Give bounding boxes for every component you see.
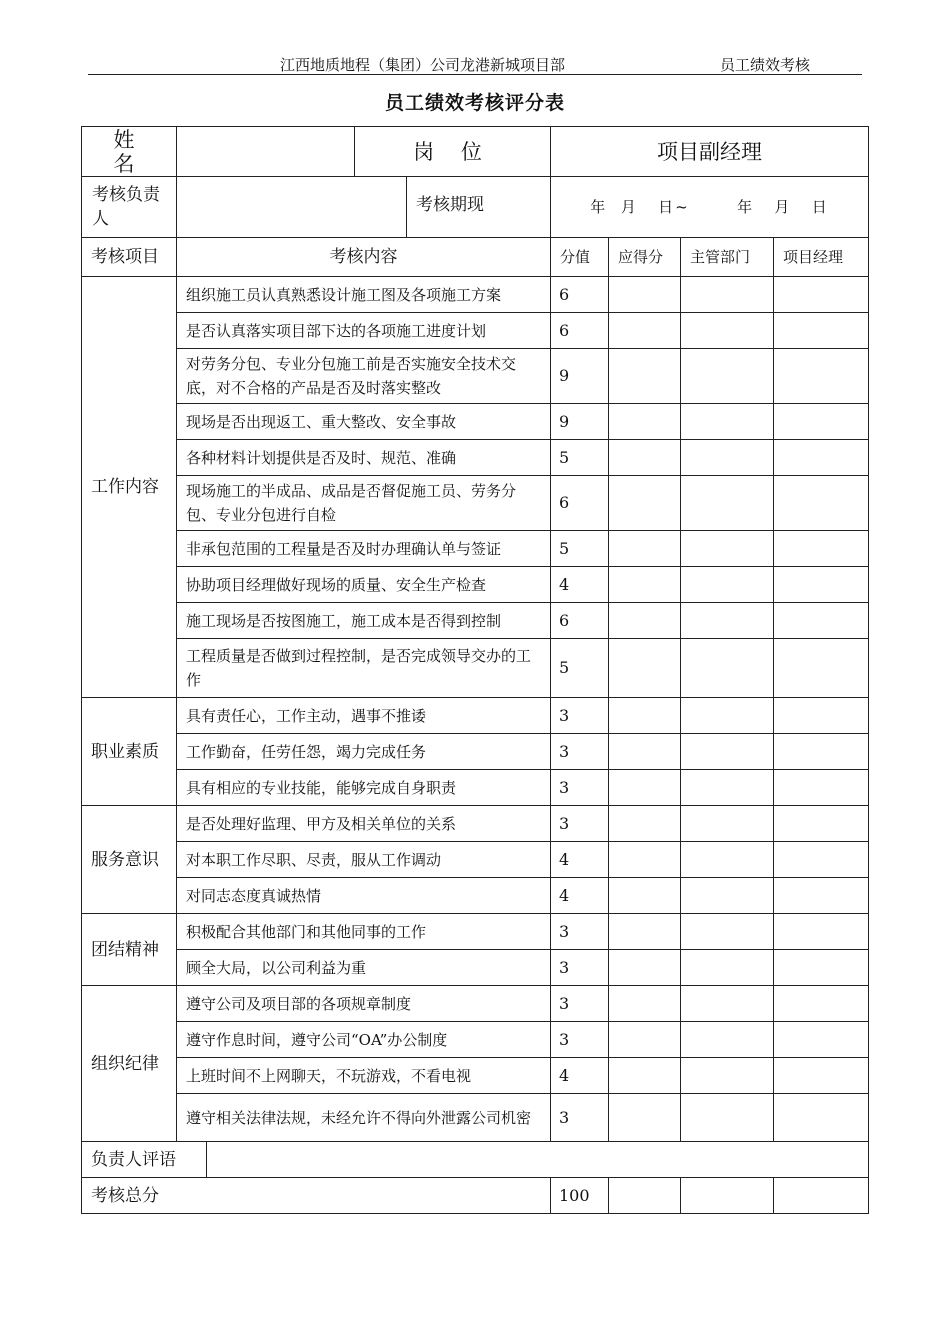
manager-cell[interactable]	[774, 1022, 869, 1058]
criterion-text: 现场是否出现返工、重大整改、安全事故	[177, 404, 551, 440]
score-value: 3	[551, 914, 609, 950]
criterion-text: 非承包范围的工程量是否及时办理确认单与签证	[177, 531, 551, 567]
dept-cell[interactable]	[681, 603, 774, 639]
dept-cell[interactable]	[681, 1058, 774, 1094]
table-row	[82, 698, 869, 734]
row-name-position	[82, 127, 869, 177]
criterion-text: 对本职工作尽职、尽责，服从工作调动	[177, 842, 551, 878]
manager-cell[interactable]	[774, 950, 869, 986]
score-value: 5	[551, 440, 609, 476]
score-value: 5	[551, 639, 609, 698]
col-item: 考核项目	[82, 238, 177, 277]
criterion-text: 对劳务分包、专业分包施工前是否实施安全技术交底，对不合格的产品是否及时落实整改	[177, 349, 551, 404]
manager-cell[interactable]	[774, 806, 869, 842]
score-value: 3	[551, 770, 609, 806]
criterion-text: 遵守相关法律法规，未经允许不得向外泄露公司机密	[177, 1094, 551, 1142]
total-dept-cell[interactable]	[681, 1178, 774, 1214]
dept-cell[interactable]	[681, 277, 774, 313]
criterion-text: 是否认真落实项目部下达的各项施工进度计划	[177, 313, 551, 349]
table-row	[82, 603, 869, 639]
score-value: 6	[551, 603, 609, 639]
dept-cell[interactable]	[681, 1022, 774, 1058]
expected-cell[interactable]	[609, 349, 681, 404]
score-value: 4	[551, 1058, 609, 1094]
criterion-text: 顾全大局，以公司利益为重	[177, 950, 551, 986]
category-name: 职业素质	[82, 698, 177, 806]
expected-cell[interactable]	[609, 842, 681, 878]
col-content: 考核内容	[177, 238, 551, 277]
manager-cell[interactable]	[774, 277, 869, 313]
manager-cell[interactable]	[774, 878, 869, 914]
dept-cell[interactable]	[681, 404, 774, 440]
criterion-text: 具有相应的专业技能，能够完成自身职责	[177, 770, 551, 806]
expected-cell[interactable]	[609, 950, 681, 986]
period-label: 考核期现	[407, 177, 551, 238]
criterion-text: 施工现场是否按图施工，施工成本是否得到控制	[177, 603, 551, 639]
dept-cell[interactable]	[681, 878, 774, 914]
expected-cell[interactable]	[609, 313, 681, 349]
expected-cell[interactable]	[609, 698, 681, 734]
manager-cell[interactable]	[774, 986, 869, 1022]
dept-cell[interactable]	[681, 986, 774, 1022]
expected-cell[interactable]	[609, 770, 681, 806]
dept-cell[interactable]	[681, 349, 774, 404]
expected-cell[interactable]	[609, 404, 681, 440]
reviewer-label: 考核负责人	[82, 177, 177, 238]
score-value: 4	[551, 878, 609, 914]
form-title: 员工绩效考核评分表	[384, 92, 565, 114]
name-label: 姓 名	[82, 127, 177, 177]
score-value: 9	[551, 404, 609, 440]
position-value[interactable]: 项目副经理	[551, 127, 869, 177]
evaluation-table	[81, 126, 869, 1214]
manager-cell[interactable]	[774, 567, 869, 603]
dept-cell[interactable]	[681, 842, 774, 878]
expected-cell[interactable]	[609, 567, 681, 603]
table-row	[82, 914, 869, 950]
score-value: 3	[551, 950, 609, 986]
dept-cell[interactable]	[681, 734, 774, 770]
column-header-row	[82, 238, 869, 277]
dept-cell[interactable]	[681, 531, 774, 567]
criterion-text: 是否处理好监理、甲方及相关单位的关系	[177, 806, 551, 842]
category-name: 服务意识	[82, 806, 177, 914]
table-row	[82, 349, 869, 404]
score-value: 5	[551, 531, 609, 567]
criterion-text: 对同志态度真诚热情	[177, 878, 551, 914]
dept-cell[interactable]	[681, 476, 774, 531]
criterion-text: 工程质量是否做到过程控制，是否完成领导交办的工作	[177, 639, 551, 698]
table-row	[82, 639, 869, 698]
table-row	[82, 806, 869, 842]
expected-cell[interactable]	[609, 603, 681, 639]
manager-cell[interactable]	[774, 698, 869, 734]
total-label: 考核总分	[82, 1178, 551, 1214]
manager-cell[interactable]	[774, 1058, 869, 1094]
dept-cell[interactable]	[681, 806, 774, 842]
score-value: 3	[551, 734, 609, 770]
manager-cell[interactable]	[774, 770, 869, 806]
score-value: 3	[551, 1022, 609, 1058]
expected-cell[interactable]	[609, 914, 681, 950]
expected-cell[interactable]	[609, 986, 681, 1022]
manager-cell[interactable]	[774, 734, 869, 770]
expected-cell[interactable]	[609, 1058, 681, 1094]
manager-cell[interactable]	[774, 914, 869, 950]
dept-cell[interactable]	[681, 313, 774, 349]
manager-cell[interactable]	[774, 313, 869, 349]
comment-field[interactable]	[207, 1142, 869, 1178]
criterion-text: 协助项目经理做好现场的质量、安全生产检查	[177, 567, 551, 603]
category-name: 团结精神	[82, 914, 177, 986]
position-label: 岗 位	[355, 127, 551, 177]
table-row	[82, 567, 869, 603]
table-row	[82, 313, 869, 349]
name-field[interactable]	[177, 127, 355, 177]
criterion-text: 现场施工的半成品、成品是否督促施工员、劳务分包、专业分包进行自检	[177, 476, 551, 531]
expected-cell[interactable]	[609, 806, 681, 842]
expected-cell[interactable]	[609, 476, 681, 531]
row-reviewer-period	[82, 177, 869, 238]
criterion-text: 积极配合其他部门和其他同事的工作	[177, 914, 551, 950]
expected-cell[interactable]	[609, 1094, 681, 1142]
manager-cell[interactable]	[774, 440, 869, 476]
manager-cell[interactable]	[774, 1094, 869, 1142]
criterion-text: 各种材料计划提供是否及时、规范、准确	[177, 440, 551, 476]
manager-cell[interactable]	[774, 476, 869, 531]
table-row	[82, 531, 869, 567]
comment-row	[82, 1142, 869, 1178]
table-row	[82, 950, 869, 986]
manager-cell[interactable]	[774, 531, 869, 567]
dept-cell[interactable]	[681, 950, 774, 986]
expected-cell[interactable]	[609, 1022, 681, 1058]
criterion-text: 遵守作息时间，遵守公司“OA”办公制度	[177, 1022, 551, 1058]
dept-cell[interactable]	[681, 1094, 774, 1142]
table-row	[82, 440, 869, 476]
manager-cell[interactable]	[774, 404, 869, 440]
comment-label: 负责人评语	[82, 1142, 207, 1178]
period-value[interactable]: 年 月 日~ 年 月 日	[551, 177, 869, 238]
table-row	[82, 476, 869, 531]
col-expected: 应得分	[609, 238, 681, 277]
manager-cell[interactable]	[774, 349, 869, 404]
reviewer-field[interactable]	[177, 177, 407, 238]
header-org: 江西地质地程（集团）公司龙港新城项目部	[280, 56, 566, 74]
total-score: 100	[551, 1178, 609, 1214]
col-manager: 项目经理	[774, 238, 869, 277]
header-section: 员工绩效考核	[719, 56, 810, 74]
total-row	[82, 1178, 869, 1214]
table-row	[82, 404, 869, 440]
criterion-text: 上班时间不上网聊天，不玩游戏，不看电视	[177, 1058, 551, 1094]
table-row	[82, 842, 869, 878]
table-row	[82, 878, 869, 914]
dept-cell[interactable]	[681, 440, 774, 476]
manager-cell[interactable]	[774, 639, 869, 698]
score-value: 6	[551, 313, 609, 349]
dept-cell[interactable]	[681, 770, 774, 806]
expected-cell[interactable]	[609, 878, 681, 914]
criterion-text: 组织施工员认真熟悉设计施工图及各项施工方案	[177, 277, 551, 313]
expected-cell[interactable]	[609, 639, 681, 698]
score-value: 6	[551, 476, 609, 531]
score-value: 9	[551, 349, 609, 404]
dept-cell[interactable]	[681, 639, 774, 698]
col-score: 分值	[551, 238, 609, 277]
expected-cell[interactable]	[609, 440, 681, 476]
score-value: 6	[551, 277, 609, 313]
dept-cell[interactable]	[681, 567, 774, 603]
expected-cell[interactable]	[609, 277, 681, 313]
table-row	[82, 986, 869, 1022]
table-row	[82, 1058, 869, 1094]
score-value: 3	[551, 986, 609, 1022]
criterion-text: 遵守公司及项目部的各项规章制度	[177, 986, 551, 1022]
total-manager-cell[interactable]	[774, 1178, 869, 1214]
score-value: 3	[551, 698, 609, 734]
score-value: 4	[551, 842, 609, 878]
table-row	[82, 1094, 869, 1142]
manager-cell[interactable]	[774, 603, 869, 639]
manager-cell[interactable]	[774, 842, 869, 878]
category-name: 工作内容	[82, 277, 177, 698]
dept-cell[interactable]	[681, 914, 774, 950]
category-name: 组织纪律	[82, 986, 177, 1142]
table-row	[82, 1022, 869, 1058]
score-value: 4	[551, 567, 609, 603]
expected-cell[interactable]	[609, 734, 681, 770]
dept-cell[interactable]	[681, 698, 774, 734]
table-row	[82, 277, 869, 313]
expected-cell[interactable]	[609, 531, 681, 567]
col-dept: 主管部门	[681, 238, 774, 277]
total-expected-cell[interactable]	[609, 1178, 681, 1214]
criterion-text: 工作勤奋，任劳任怨，竭力完成任务	[177, 734, 551, 770]
table-row	[82, 734, 869, 770]
table-row	[82, 770, 869, 806]
score-value: 3	[551, 806, 609, 842]
score-value: 3	[551, 1094, 609, 1142]
running-header	[88, 52, 862, 75]
criterion-text: 具有责任心，工作主动，遇事不推诿	[177, 698, 551, 734]
